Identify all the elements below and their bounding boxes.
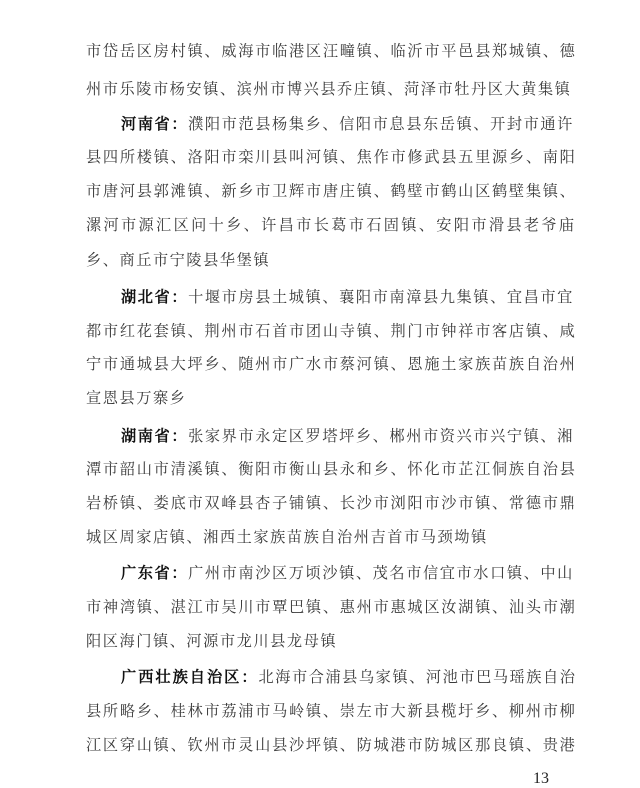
paragraph-text: 北海市合浦县乌家镇、河池市巴马瑶族自治 [258,668,577,686]
text-line [86,734,576,756]
section-hunan-first-line [121,425,576,447]
province-label: 湖南省： [121,427,189,445]
province-label: 河南省： [121,115,189,133]
paragraph-text: 濮阳市范县杨集乡、信阳市息县东岳镇、开封市通许 [188,115,574,133]
province-label: 广西壮族自治区： [121,668,259,686]
text-line [86,387,576,409]
paragraph-text: 都市红花套镇、荆州市石首市团山寺镇、荆门市钟祥市客店镇、咸 [86,322,577,340]
text-line [86,492,576,514]
section-henan-first-line [121,113,576,135]
paragraph-text: 市岱岳区房村镇、威海市临港区汪疃镇、临沂市平邑县郑城镇、德 [86,42,577,60]
text-line [86,146,576,168]
text-line [86,78,576,100]
section-guangdong-first-line [121,562,576,584]
text-line [86,249,576,271]
paragraph-text: 市神湾镇、湛江市吴川市覃巴镇、惠州市惠城区汝湖镇、汕头市潮 [86,598,577,616]
paragraph-text: 市唐河县郭滩镇、新乡市卫辉市唐庄镇、鹤壁市鹤山区鹤壁集镇、 [86,182,577,200]
paragraph-text: 张家界市永定区罗塔坪乡、郴州市资兴市兴宁镇、湘 [188,427,574,445]
paragraph-text: 县四所楼镇、洛阳市栾川县叫河镇、焦作市修武县五里源乡、南阳 [86,148,577,166]
paragraph-text: 县所略乡、桂林市荔浦市马岭镇、崇左市大新县榄圩乡、柳州市柳 [86,702,577,720]
page-number: 13 [533,770,549,787]
paragraph-text: 广州市南沙区万顷沙镇、茂名市信宜市水口镇、中山 [188,564,574,582]
paragraph-text: 十堰市房县土城镇、襄阳市南漳县九集镇、宜昌市宜 [188,288,574,306]
text-line [86,458,576,480]
paragraph-text: 乡、商丘市宁陵县华堡镇 [86,251,271,269]
text-line [86,596,576,618]
province-label: 湖北省： [121,288,189,306]
text-line [86,320,576,342]
paragraph-text: 漯河市源汇区问十乡、许昌市长葛市石固镇、安阳市滑县老爷庙 [86,216,577,234]
paragraph-text: 宣恩县万寨乡 [86,389,187,407]
paragraph-text: 阳区海门镇、河源市龙川县龙母镇 [86,632,338,650]
paragraph-text: 江区穿山镇、钦州市灵山县沙坪镇、防城港市防城区那良镇、贵港 [86,736,577,754]
text-line [86,40,576,62]
text-line [86,214,576,236]
text-line [86,526,576,548]
paragraph-text: 宁市通城县大坪乡、随州市广水市蔡河镇、恩施土家族苗族自治州 [86,355,577,373]
section-hubei-first-line [121,286,576,308]
text-line [86,700,576,722]
paragraph-text: 岩桥镇、娄底市双峰县杏子铺镇、长沙市浏阳市沙市镇、常德市鼎 [86,494,577,512]
text-line [86,353,576,375]
paragraph-text: 城区周家店镇、湘西土家族苗族自治州吉首市马颈坳镇 [86,528,488,546]
section-guangxi-first-line [121,666,576,688]
text-line [86,630,576,652]
paragraph-text: 潭市韶山市清溪镇、衡阳市衡山县永和乡、怀化市芷江侗族自治县 [86,460,577,478]
paragraph-text: 州市乐陵市杨安镇、滨州市博兴县乔庄镇、菏泽市牡丹区大黄集镇 [86,80,572,98]
province-label: 广东省： [121,564,189,582]
text-line [86,180,576,202]
